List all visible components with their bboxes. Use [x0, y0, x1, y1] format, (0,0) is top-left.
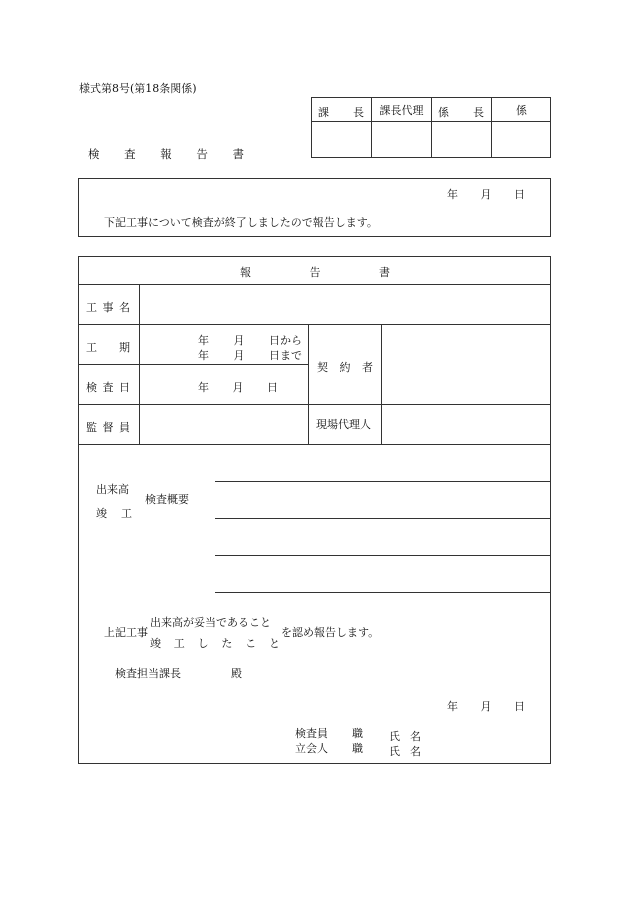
overview-line	[215, 592, 551, 593]
conclusion-option-amount: 出来高が妥当であること	[150, 616, 271, 629]
witness-position: 職	[352, 742, 363, 755]
witness-label: 立会人	[295, 742, 328, 755]
inspection-date-field[interactable]: 年 月 日	[198, 381, 278, 394]
site-agent-label: 現場代理人	[316, 418, 371, 431]
notice-message: 下記工事について検査が終了しましたので報告します。	[104, 216, 378, 229]
title-char: 検	[88, 147, 100, 161]
inspector-name[interactable]: 氏 名	[389, 730, 421, 743]
inspection-date-label: 検 査 日	[86, 381, 130, 394]
conclusion-suffix: を認め報告します。	[281, 626, 380, 639]
supervisor-field[interactable]	[141, 406, 307, 443]
form-number: 様式第8号(第18条関係)	[79, 82, 197, 95]
approval-header-kakari: 係	[516, 103, 527, 117]
report-title: 報 告 書	[240, 266, 390, 279]
stamp-cell-kacho-dairi[interactable]	[372, 122, 431, 157]
title-char: 告	[196, 147, 208, 161]
type-completion: 竣 工	[96, 507, 132, 520]
work-name-field[interactable]	[141, 286, 549, 323]
contractor-field[interactable]	[383, 326, 549, 403]
inspector-label: 検査員	[295, 727, 328, 740]
approval-header-kakaricho: 係 長	[438, 106, 484, 119]
sign-date[interactable]: 年 月 日	[447, 700, 525, 713]
title-char: 書	[232, 147, 244, 161]
document-title	[88, 146, 244, 162]
approval-header-kacho: 課 長	[318, 106, 364, 119]
contractor-label: 契 約 者	[317, 361, 373, 374]
inspector-position: 職	[352, 727, 363, 740]
stamp-cell-kakaricho[interactable]	[432, 122, 491, 157]
supervisor-label: 監 督 員	[86, 421, 130, 434]
stamp-cell-kacho[interactable]	[312, 122, 371, 157]
stamp-cell-kakari[interactable]	[492, 122, 551, 157]
title-char: 査	[124, 147, 136, 161]
addressee-label: 検査担当課長	[115, 667, 181, 680]
witness-name[interactable]: 氏 名	[389, 745, 421, 758]
period-label: 工 期	[86, 341, 130, 354]
overview-label: 検査概要	[145, 493, 189, 506]
period-to[interactable]: 年 月 日まで	[198, 349, 302, 362]
period-from[interactable]: 年 月 日から	[198, 334, 302, 347]
approval-header-kacho-dairi: 課長代理	[379, 103, 424, 117]
type-completed-amount: 出来高	[96, 483, 129, 496]
work-name-label: 工 事 名	[86, 301, 130, 314]
site-agent-field[interactable]	[383, 406, 549, 443]
notice-date[interactable]: 年 月 日	[447, 188, 525, 201]
title-char: 報	[160, 147, 172, 161]
conclusion-prefix: 上記工事	[104, 626, 148, 639]
addressee-honorific: 殿	[231, 667, 242, 680]
overview-field[interactable]	[215, 446, 549, 592]
conclusion-option-completion: 竣 工 し た こ と	[150, 637, 280, 650]
